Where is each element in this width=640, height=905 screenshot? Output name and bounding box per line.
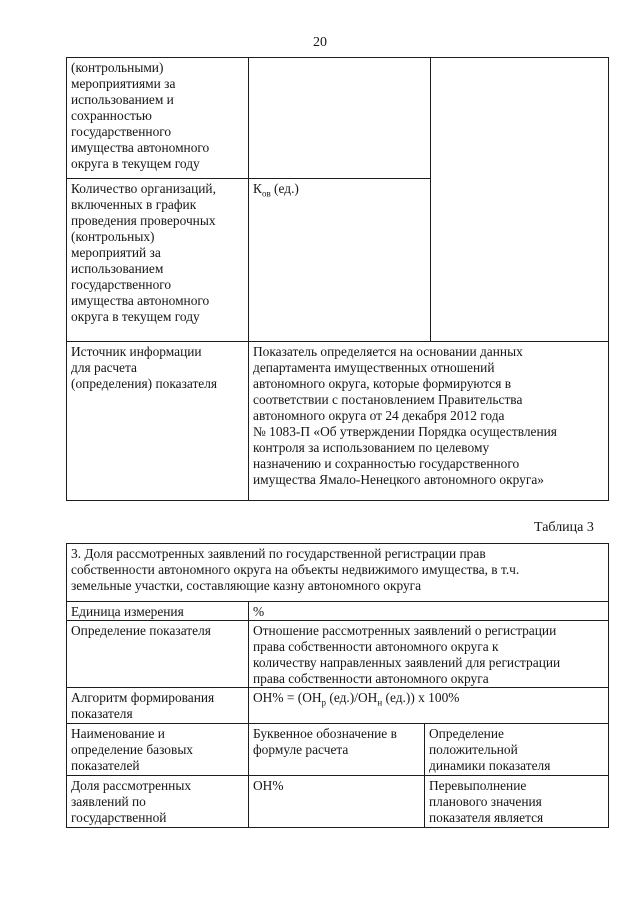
- text-line: динамики показателя: [429, 758, 551, 773]
- text-line: Количество организаций,: [71, 181, 216, 196]
- row1-name-cell: [67, 58, 249, 179]
- text-line: имущества автономного: [71, 140, 210, 155]
- base-indicator-symbol-cell: ОН%: [249, 776, 425, 828]
- text-line: Наименование и: [71, 726, 165, 741]
- table-row: [67, 602, 609, 621]
- unit-label-cell: Единица измерения: [67, 602, 249, 621]
- text-line: мероприятиями за: [71, 76, 176, 91]
- table-row: [67, 342, 609, 501]
- algorithm-label-cell: [67, 688, 249, 724]
- table-caption: Таблица 3: [534, 520, 594, 535]
- base-header-symbol-cell: [249, 724, 425, 776]
- source-text-cell: [249, 342, 609, 501]
- indicator-table-2-continuation: [66, 57, 609, 501]
- text-line: (определения) показателя: [71, 376, 218, 391]
- text-line: использованием: [71, 261, 164, 276]
- text-line: департамента имущественных отношений: [253, 360, 495, 375]
- base-header-dynamics-cell: [425, 724, 609, 776]
- formula-subscript: н: [377, 697, 383, 708]
- text-line: автономного округа, которые формируются в: [253, 376, 512, 391]
- text-line: показателей: [71, 758, 140, 773]
- text-line: определение базовых: [71, 742, 194, 757]
- text-line: 3. Доля рассмотренных заявлений по государственной регистрации прав: [71, 546, 486, 561]
- symbol-base: К: [253, 181, 262, 196]
- text-line: включенных в график: [71, 197, 197, 212]
- text-line: Отношение рассмотренных заявлений о регистрации: [253, 623, 557, 638]
- indicator-table-3: [66, 543, 609, 828]
- text-line: Доля рассмотренных: [71, 778, 192, 793]
- text-line: показателя: [71, 706, 133, 721]
- text-line: государственного: [71, 124, 172, 139]
- row2-symbol-cell: [249, 179, 431, 342]
- text-line: проведения проверочных: [71, 213, 216, 228]
- text-line: положительной: [429, 742, 518, 757]
- text-line: количеству направленных заявлений для регистрации: [253, 655, 561, 670]
- text-line: формуле расчета: [253, 742, 349, 757]
- text-line: планового значения: [429, 794, 542, 809]
- symbol-unit: (ед.): [270, 181, 299, 196]
- text-line: Показатель определяется на основании данных: [253, 344, 523, 359]
- table-row: [67, 688, 609, 724]
- text-line: показателя является: [429, 810, 544, 825]
- base-indicator-dynamics-cell: [425, 776, 609, 828]
- text-line: (контрольных): [71, 229, 155, 244]
- text-line: № 1083-П «Об утверждении Порядка осуществления: [253, 424, 557, 439]
- text-line: имущества Ямало-Ненецкого автономного округа»: [253, 472, 544, 487]
- text-line: Буквенное обозначение в: [253, 726, 397, 741]
- text-line: округа в текущем году: [71, 156, 200, 171]
- text-line: Источник информации: [71, 344, 202, 359]
- text-line: Перевыполнение: [429, 778, 527, 793]
- table3-header-cell: [67, 544, 609, 602]
- formula-part: (ед.)/ОН: [326, 690, 378, 705]
- dynamics-cell: [431, 58, 609, 342]
- text-line: государственной: [71, 810, 167, 825]
- source-label-cell: [67, 342, 249, 501]
- table-row: [67, 544, 609, 602]
- text-line: имущества автономного: [71, 293, 210, 308]
- text-line: права собственности автономного округа к: [253, 639, 499, 654]
- unit-value-cell: %: [249, 602, 609, 621]
- text-line: заявлений по: [71, 794, 146, 809]
- text-line: собственности автономного округа на объекты недвижимого имущества, в т.ч.: [71, 562, 520, 577]
- text-line: контроля за использованием по целевому: [253, 440, 490, 455]
- text-line: сохранностью: [71, 108, 152, 123]
- base-header-name-cell: [67, 724, 249, 776]
- text-line: Определение: [429, 726, 504, 741]
- formula-part: ОН% = (ОН: [253, 690, 322, 705]
- definition-label-cell: Определение показателя: [67, 621, 249, 688]
- table-row: [67, 724, 609, 776]
- text-line: соответствии с постановлением Правительства: [253, 392, 523, 407]
- table-row: [67, 621, 609, 688]
- text-line: (контрольными): [71, 60, 164, 75]
- text-line: для расчета: [71, 360, 137, 375]
- formula-subscript: р: [321, 697, 327, 708]
- text-line: права собственности автономного округа: [253, 671, 489, 686]
- text-line: автономного округа от 24 декабря 2012 года: [253, 408, 505, 423]
- formula-cell: [249, 688, 609, 724]
- text-line: округа в текущем году: [71, 309, 200, 324]
- symbol-subscript: ов: [261, 188, 271, 199]
- table-row: [67, 776, 609, 828]
- text-line: мероприятий за: [71, 245, 161, 260]
- row1-symbol-cell: [249, 58, 431, 179]
- text-line: назначению и сохранностью государственного: [253, 456, 520, 471]
- table-row: [67, 58, 609, 179]
- text-line: использованием и: [71, 92, 174, 107]
- text-line: государственного: [71, 277, 172, 292]
- page-number: 20: [313, 35, 327, 50]
- base-indicator-name-cell: [67, 776, 249, 828]
- row2-name-cell: [67, 179, 249, 342]
- definition-value-cell: [249, 621, 609, 688]
- formula-part: (ед.)) х 100%: [382, 690, 460, 705]
- text-line: Алгоритм формирования: [71, 690, 215, 705]
- text-line: земельные участки, составляющие казну автономного округа: [71, 578, 422, 593]
